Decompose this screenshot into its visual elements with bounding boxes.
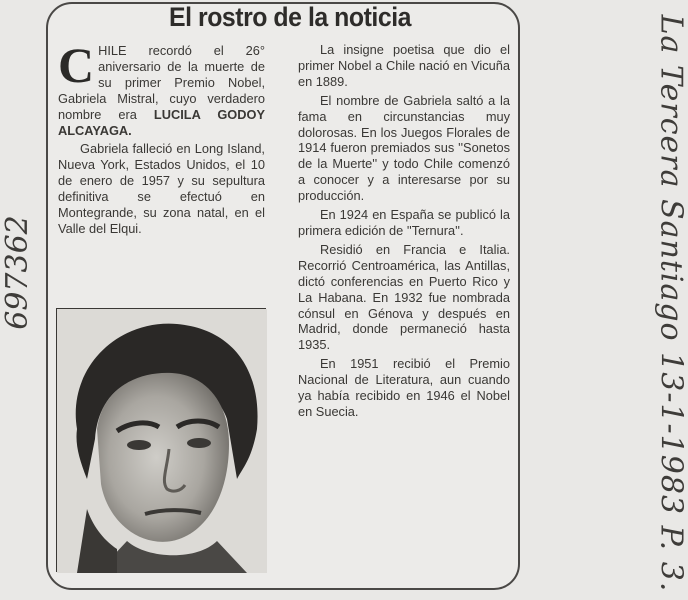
- portrait-photo: [56, 308, 266, 572]
- left-paragraph-2: Gabriela falleció en Long Island, Nueva York, Estados Unidos, el 10 de enero de 1957 y su sepultura definitiva se efectuó en Montegrande, su zona natal, en el Valle del Elqui.: [58, 141, 265, 236]
- left-paragraph-1-text: HILE recordó el 26° aniversario de la muerte de su primer Premio Nobel, Gabriela Mistral, cuyo verdadero nombre era: [58, 43, 265, 122]
- drop-cap: C: [58, 37, 95, 93]
- handwritten-source-note: La Tercera Santiago 13-1-1983 P. 3.: [653, 14, 688, 593]
- right-paragraph-5: En 1951 recibió el Premio Nacional de Literatura, aun cuando ya había recibido en 1946 el Nobel en Suecia.: [298, 356, 510, 419]
- right-paragraph-1: La insigne poetisa que dio el primer Nobel a Chile nació en Vicuña en 1889.: [298, 42, 510, 89]
- handwritten-catalog-number: 697362: [0, 215, 35, 330]
- portrait-image: [57, 309, 267, 573]
- left-column: [58, 37, 265, 237]
- headline: El rostro de la noticia: [168, 2, 412, 32]
- right-paragraph-3: En 1924 en España se publicó la primera edición de ''Ternura''.: [298, 207, 510, 238]
- right-paragraph-2: El nombre de Gabriela saltó a la fama en circunstancias muy dolorosas. En los Juegos Florales de 1914 fueron premiados sus ''Sonetos de la Muerte'' y todo Chile comenzó a conocer y a interesarse por su producción.: [298, 92, 510, 204]
- left-paragraph-1: [58, 37, 265, 138]
- birth-name: LUCILA GODOY ALCAYAGA.: [58, 106, 265, 138]
- right-paragraph-4: Residió en Francia e Italia. Recorrió Centroamérica, las Antillas, dictó conferencias en Puerto Rico y La Habana. En 1932 fue nombrada cónsul en Génova y después en Madrid, donde permaneció hasta 1935.: [298, 241, 510, 353]
- right-column: [298, 42, 510, 420]
